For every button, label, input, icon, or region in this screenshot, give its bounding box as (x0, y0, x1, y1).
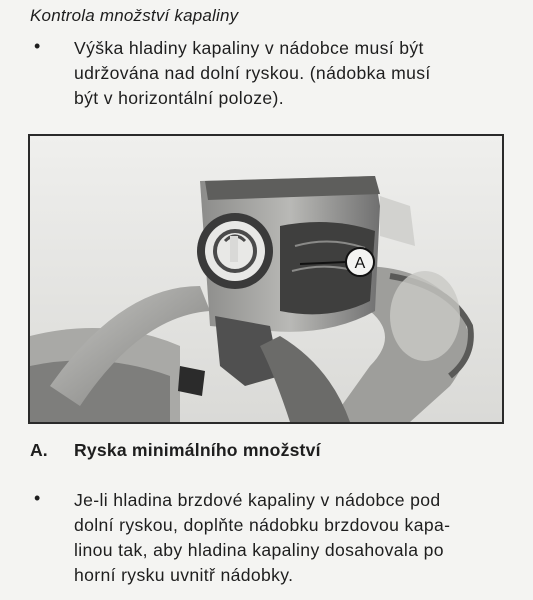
paragraph-line: Výška hladiny kapaliny v nádobce musí být (74, 38, 424, 58)
paragraph-line: horní rysku uvnitř nádobky. (74, 565, 294, 585)
paragraph-line: být v horizontální poloze). (74, 88, 284, 108)
reservoir-illustration (30, 136, 502, 422)
paragraph-line: linou tak, aby hladina kapaliny dosahovala po (74, 540, 444, 560)
paragraph-line: Je-li hladina brzdové kapaliny v nádobce pod (74, 490, 441, 510)
callout-label: A (354, 255, 366, 272)
paragraph-line: udržována nad dolní ryskou. (nádobka musí (74, 63, 431, 83)
bullet-marker: • (34, 488, 41, 508)
bullet-paragraph-1 (74, 36, 514, 111)
paragraph-line: dolní ryskou, doplňte nádobku brzdovou kapa- (74, 515, 451, 535)
reservoir-photo (28, 134, 504, 424)
caption-letter: A. (30, 440, 48, 460)
section-heading: Kontrola množství kapaliny (30, 6, 239, 25)
caption-text: Ryska minimálního množství (74, 440, 321, 460)
bullet-marker: • (34, 36, 41, 56)
bullet-paragraph-2 (74, 488, 514, 588)
